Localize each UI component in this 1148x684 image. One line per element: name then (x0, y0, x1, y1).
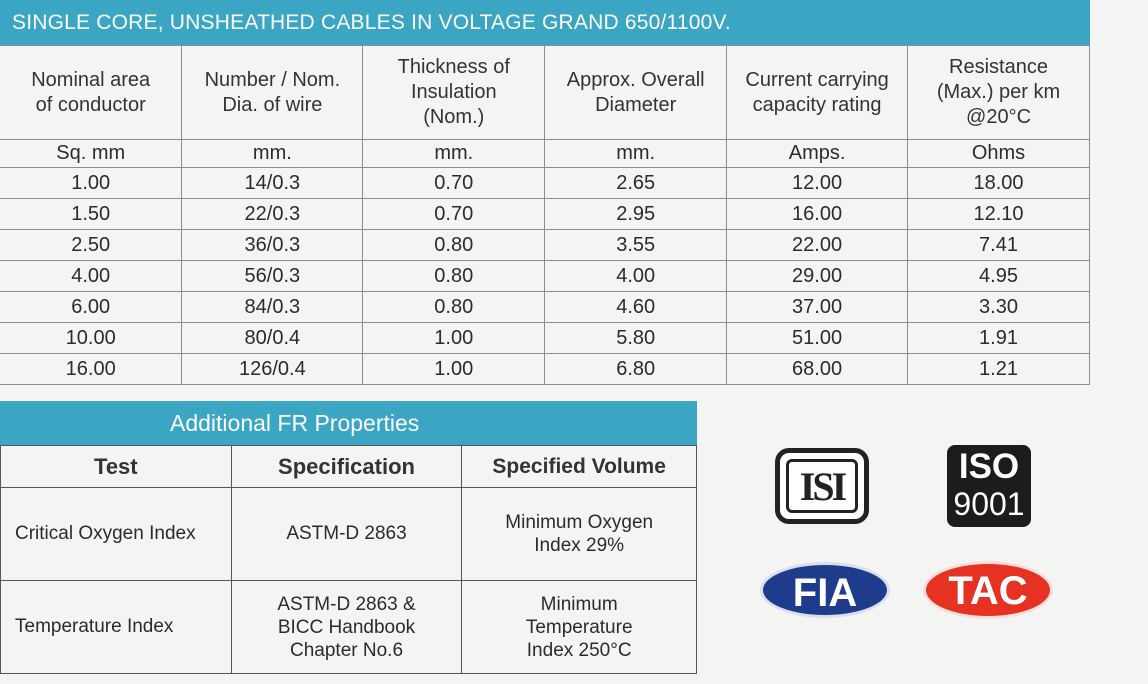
table-cell: 1.00 (363, 354, 545, 385)
table-cell: 16.00 (0, 354, 182, 385)
tac-logo: TAC (923, 561, 1053, 619)
table-cell: 4.95 (908, 261, 1090, 292)
units-row (0, 140, 1090, 168)
unit-cell: Ohms (908, 140, 1090, 168)
table-cell: 1.00 (0, 168, 182, 199)
table-row (0, 168, 1090, 199)
header-insulation: Thickness of Insulation (Nom.) (363, 46, 545, 140)
table-cell: 36/0.3 (182, 230, 363, 261)
table-cell: 1.21 (908, 354, 1090, 385)
unit-cell: Amps. (727, 140, 908, 168)
fr-row (1, 581, 697, 674)
cable-spec-table (0, 45, 1090, 385)
table-cell: 3.55 (545, 230, 727, 261)
table-cell: 51.00 (727, 323, 908, 354)
certification-logos (740, 440, 1100, 660)
table-cell: 7.41 (908, 230, 1090, 261)
table-cell: 56/0.3 (182, 261, 363, 292)
header-row (0, 46, 1090, 140)
table-cell: 6.00 (0, 292, 182, 323)
fr-spec-cell: ASTM-D 2863 (231, 488, 462, 581)
fr-header-test: Test (1, 446, 232, 488)
table-cell: 1.91 (908, 323, 1090, 354)
table-cell: 3.30 (908, 292, 1090, 323)
table-cell: 126/0.4 (182, 354, 363, 385)
table-cell: 4.60 (545, 292, 727, 323)
header-wire: Number / Nom. Dia. of wire (182, 46, 363, 140)
unit-cell: mm. (182, 140, 363, 168)
table-row (0, 230, 1090, 261)
isi-mark: ISI (786, 459, 858, 513)
table-cell: 5.80 (545, 323, 727, 354)
table-cell: 4.00 (0, 261, 182, 292)
table-cell: 12.10 (908, 199, 1090, 230)
table-row (0, 354, 1090, 385)
table-cell: 0.70 (363, 168, 545, 199)
table-cell: 1.50 (0, 199, 182, 230)
fia-logo: FIA (760, 562, 890, 618)
fr-volume-cell: Minimum Temperature Index 250°C (462, 581, 697, 674)
fr-header-spec: Specification (231, 446, 462, 488)
table-row (0, 261, 1090, 292)
table-row (0, 292, 1090, 323)
iso-number: 9001 (953, 486, 1025, 522)
table-cell: 22/0.3 (182, 199, 363, 230)
table-row (0, 323, 1090, 354)
table-cell: 22.00 (727, 230, 908, 261)
table-row (0, 199, 1090, 230)
table-cell: 16.00 (727, 199, 908, 230)
table-cell: 14/0.3 (182, 168, 363, 199)
table-cell: 2.95 (545, 199, 727, 230)
unit-cell: mm. (363, 140, 545, 168)
unit-cell: mm. (545, 140, 727, 168)
table-cell: 37.00 (727, 292, 908, 323)
table-cell: 0.80 (363, 261, 545, 292)
table-cell: 18.00 (908, 168, 1090, 199)
table-cell: 68.00 (727, 354, 908, 385)
table-cell: 29.00 (727, 261, 908, 292)
table-cell: 4.00 (545, 261, 727, 292)
table-title-banner: SINGLE CORE, UNSHEATHED CABLES IN VOLTAGE GRAND 650/1100V. (0, 0, 1090, 45)
fr-test-cell: Critical Oxygen Index (1, 488, 232, 581)
fr-header-volume: Specified Volume (462, 446, 697, 488)
fr-properties-title: Additional FR Properties (0, 401, 697, 445)
iso-label: ISO (958, 447, 1020, 486)
isi-logo (775, 448, 869, 524)
header-resistance: Resistance (Max.) per km @20°C (908, 46, 1090, 140)
table-cell: 2.65 (545, 168, 727, 199)
fr-row (1, 488, 697, 581)
fr-spec-cell: ASTM-D 2863 & BICC Handbook Chapter No.6 (231, 581, 462, 674)
header-diameter: Approx. Overall Diameter (545, 46, 727, 140)
table-cell: 12.00 (727, 168, 908, 199)
fr-properties-table (0, 445, 697, 674)
table-cell: 1.00 (363, 323, 545, 354)
table-cell: 2.50 (0, 230, 182, 261)
table-cell: 0.80 (363, 230, 545, 261)
fr-volume-cell: Minimum Oxygen Index 29% (462, 488, 697, 581)
fr-test-cell: Temperature Index (1, 581, 232, 674)
table-cell: 0.70 (363, 199, 545, 230)
table-cell: 6.80 (545, 354, 727, 385)
header-current: Current carrying capacity rating (727, 46, 908, 140)
table-cell: 84/0.3 (182, 292, 363, 323)
table-cell: 80/0.4 (182, 323, 363, 354)
header-nominal-area: Nominal area of conductor (0, 46, 182, 140)
table-cell: 10.00 (0, 323, 182, 354)
table-cell: 0.80 (363, 292, 545, 323)
unit-cell: Sq. mm (0, 140, 182, 168)
iso-9001-logo (947, 445, 1031, 527)
fr-header-row (1, 446, 697, 488)
